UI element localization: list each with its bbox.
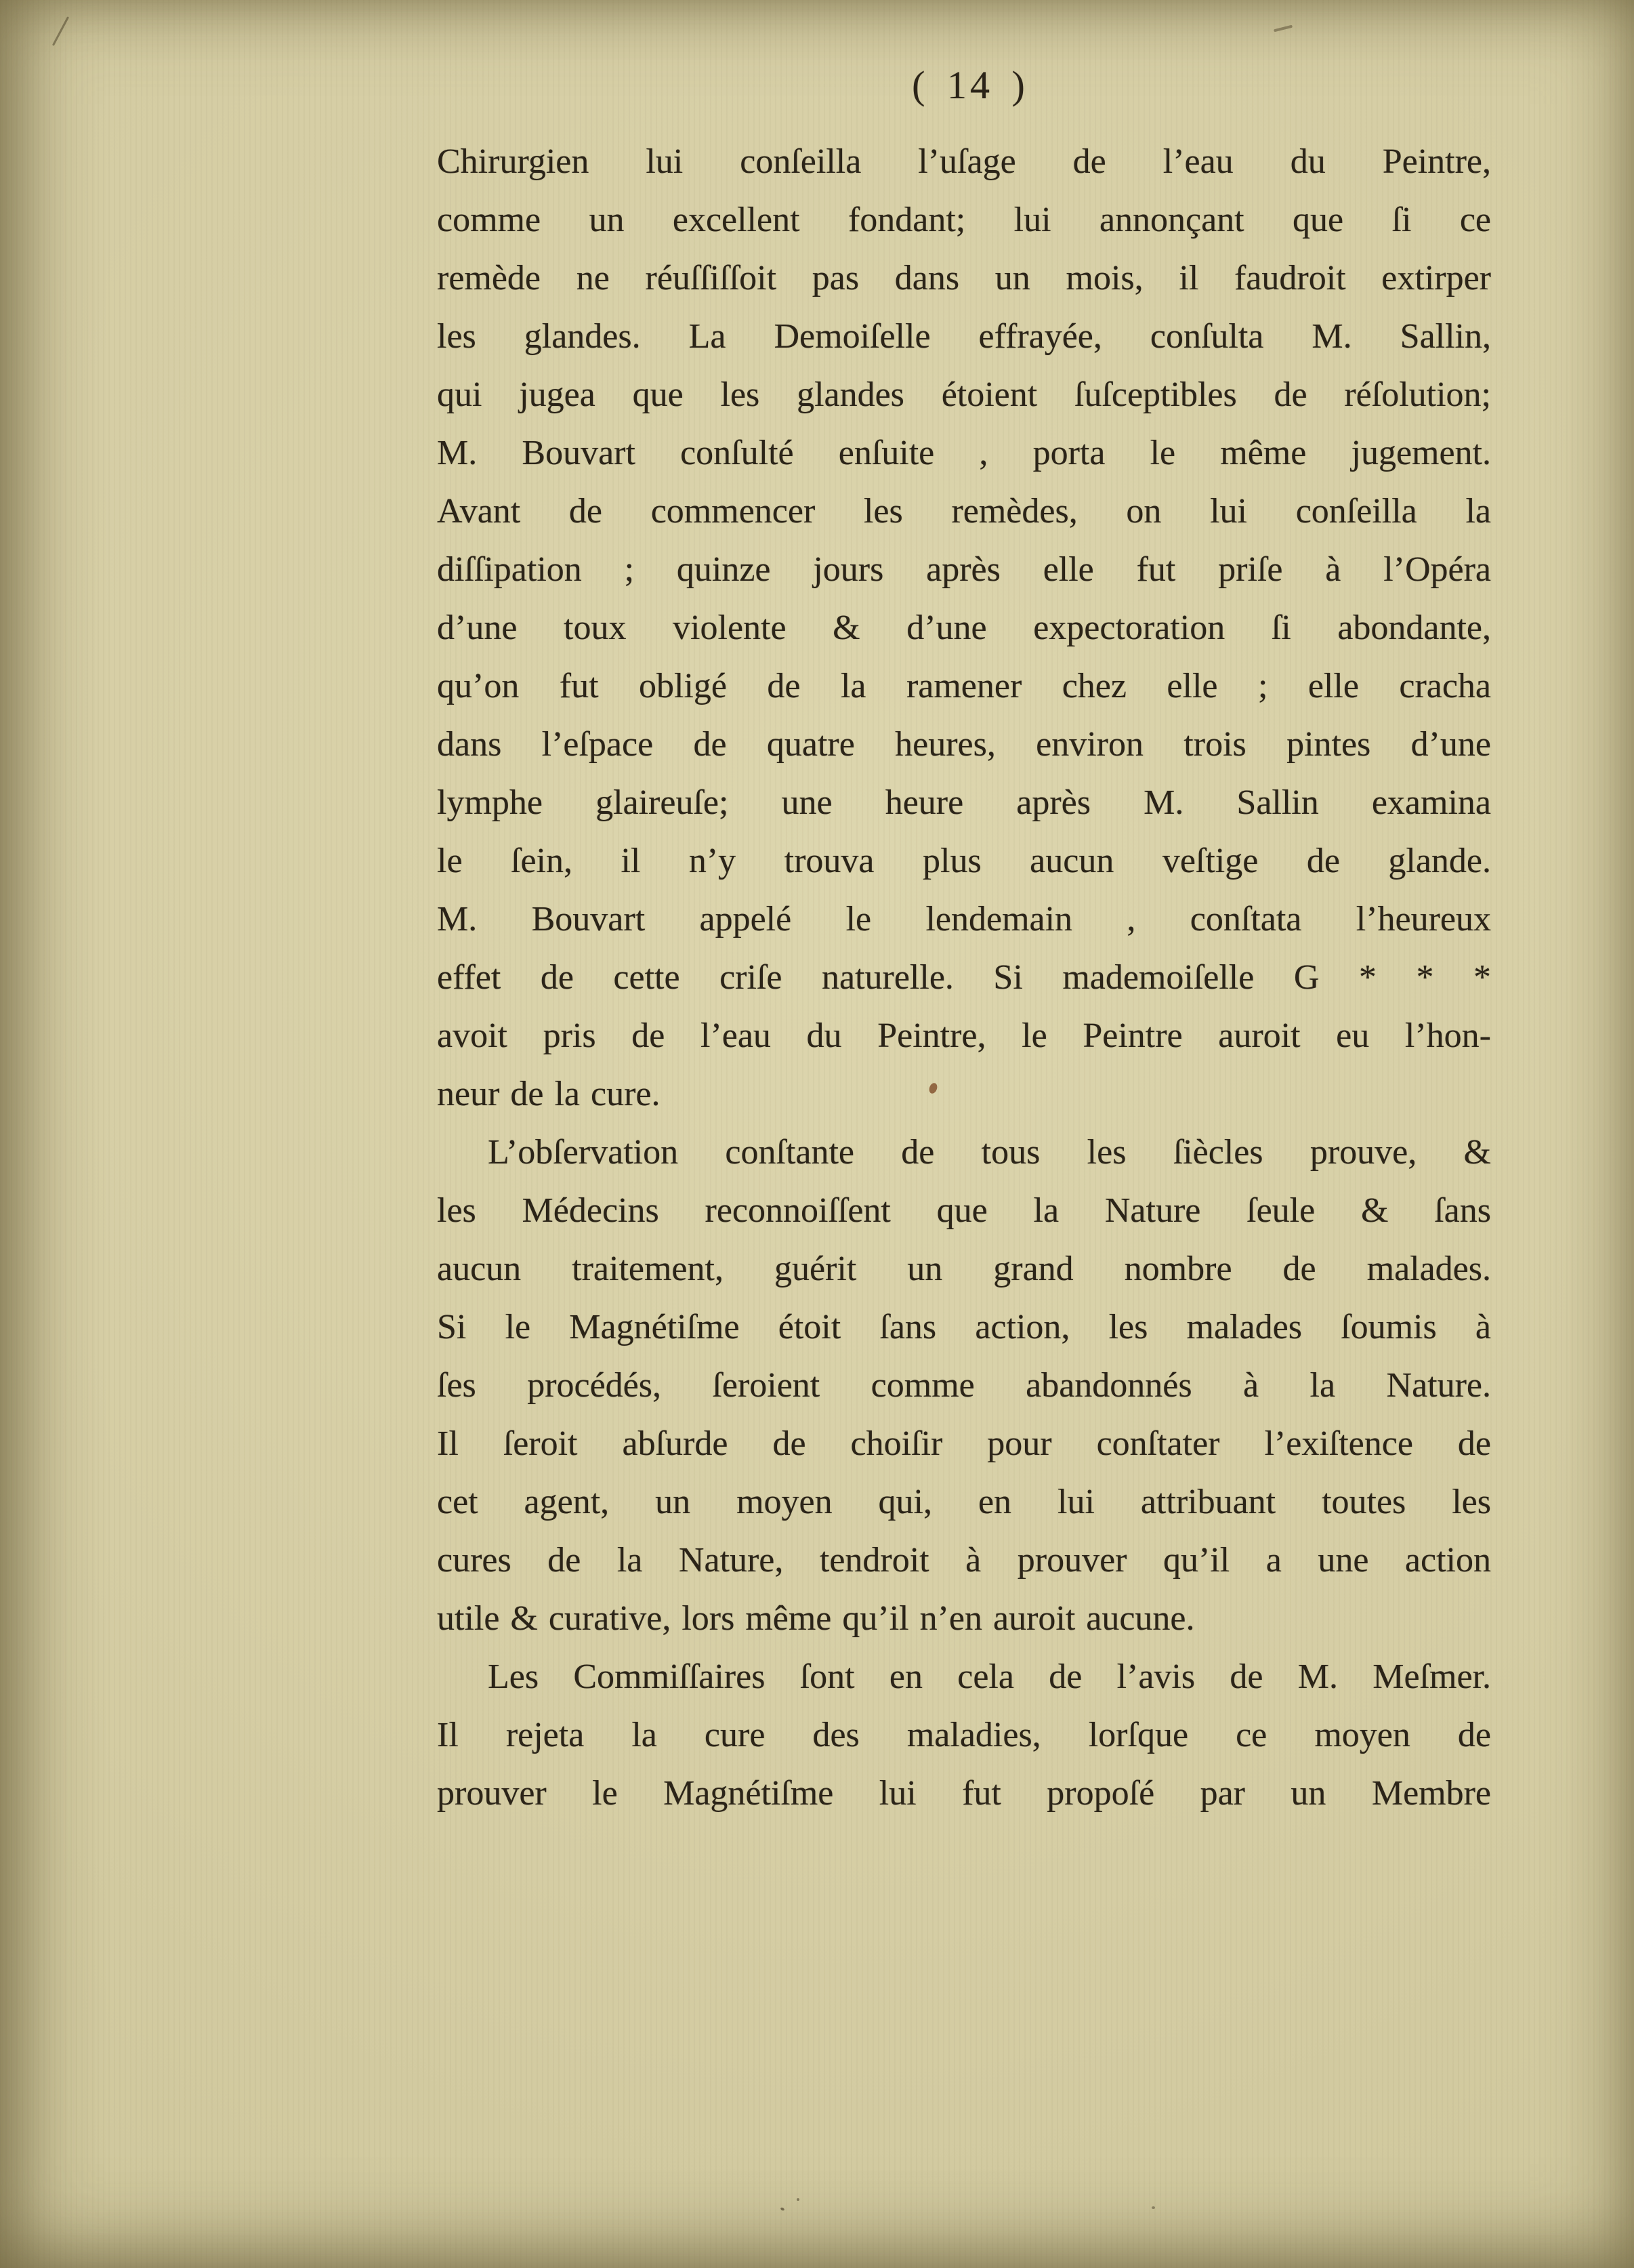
text-line: cet agent, un moyen qui, en lui attribuant toutes les [437, 1483, 1491, 1521]
text-line: aucun traitement, guérit un grand nombre de malades. [437, 1250, 1491, 1288]
body-text [437, 133, 1491, 1823]
text-line: lymphe glaireuſe; une heure après M. Sallin examina [437, 783, 1491, 822]
text-line: qu’on fut obligé de la ramener chez elle ; elle cracha [437, 667, 1491, 705]
paper-speck [780, 2207, 784, 2211]
text-line: M. Bouvart appelé le lendemain , conſtata l’heureux [437, 900, 1491, 939]
text-line: comme un excellent fondant; lui annonçant que ſi ce [437, 201, 1491, 239]
text-line: les Médecins reconnoiſſent que la Nature ſeule & ſans [437, 1191, 1491, 1230]
text-line: Il ſeroit abſurde de choiſir pour conſtater l’exiſtence de [437, 1424, 1491, 1463]
text-line: prouver le Magnétiſme lui fut propoſé par un Membre [437, 1774, 1491, 1813]
text-line: neur de la cure. [437, 1075, 661, 1113]
text-line: Si le Magnétiſme étoit ſans action, les malades ſoumis à [437, 1308, 1491, 1346]
text-line: utile & curative, lors même qu’il n’en auroit aucune. [437, 1599, 1195, 1638]
text-line: qui jugea que les glandes étoient ſuſceptibles de réſolution; [437, 375, 1491, 414]
text-line: Il rejeta la cure des maladies, lorſque ce moyen de [437, 1716, 1491, 1754]
text-line: cures de la Nature, tendroit à prouver qu’il a une action [437, 1541, 1491, 1580]
page-number: ( 14 ) [912, 63, 1028, 107]
text-line: Chirurgien lui conſeilla l’uſage de l’eau du Peintre, [437, 142, 1491, 181]
text-line: diſſipation ; quinze jours après elle fut priſe à l’Opéra [437, 550, 1491, 589]
text-line: Les Commiſſaires ſont en cela de l’avis de M. Meſmer. [488, 1657, 1491, 1696]
text-line: remède ne réuſſiſſoit pas dans un mois, il faudroit extirper [437, 259, 1491, 297]
text-line: avoit pris de l’eau du Peintre, le Peintre auroit eu l’hon- [437, 1016, 1491, 1055]
paper-speck [1152, 2206, 1155, 2209]
text-line: d’une toux violente & d’une expectoration ſi abondante, [437, 609, 1491, 647]
text-line: les glandes. La Demoiſelle effrayée, conſulta M. Sallin, [437, 317, 1491, 356]
text-line: M. Bouvart conſulté enſuite , porta le même jugement. [437, 434, 1491, 472]
text-line: L’obſervation conſtante de tous les ſiècles prouve, & [488, 1133, 1491, 1172]
text-line: dans l’eſpace de quatre heures, environ trois pintes d’une [437, 725, 1491, 764]
paper-mark [1274, 25, 1293, 33]
paper-speck [797, 2198, 799, 2201]
text-line: ſes procédés, ſeroient comme abandonnés à la Nature. [437, 1366, 1491, 1405]
text-line: Avant de commencer les remèdes, on lui conſeilla la [437, 492, 1491, 531]
paper-scratch [52, 16, 69, 46]
text-line: le ſein, il n’y trouva plus aucun veſtige de glande. [437, 842, 1491, 880]
text-line: effet de cette criſe naturelle. Si mademoiſelle G * * * [437, 958, 1491, 997]
